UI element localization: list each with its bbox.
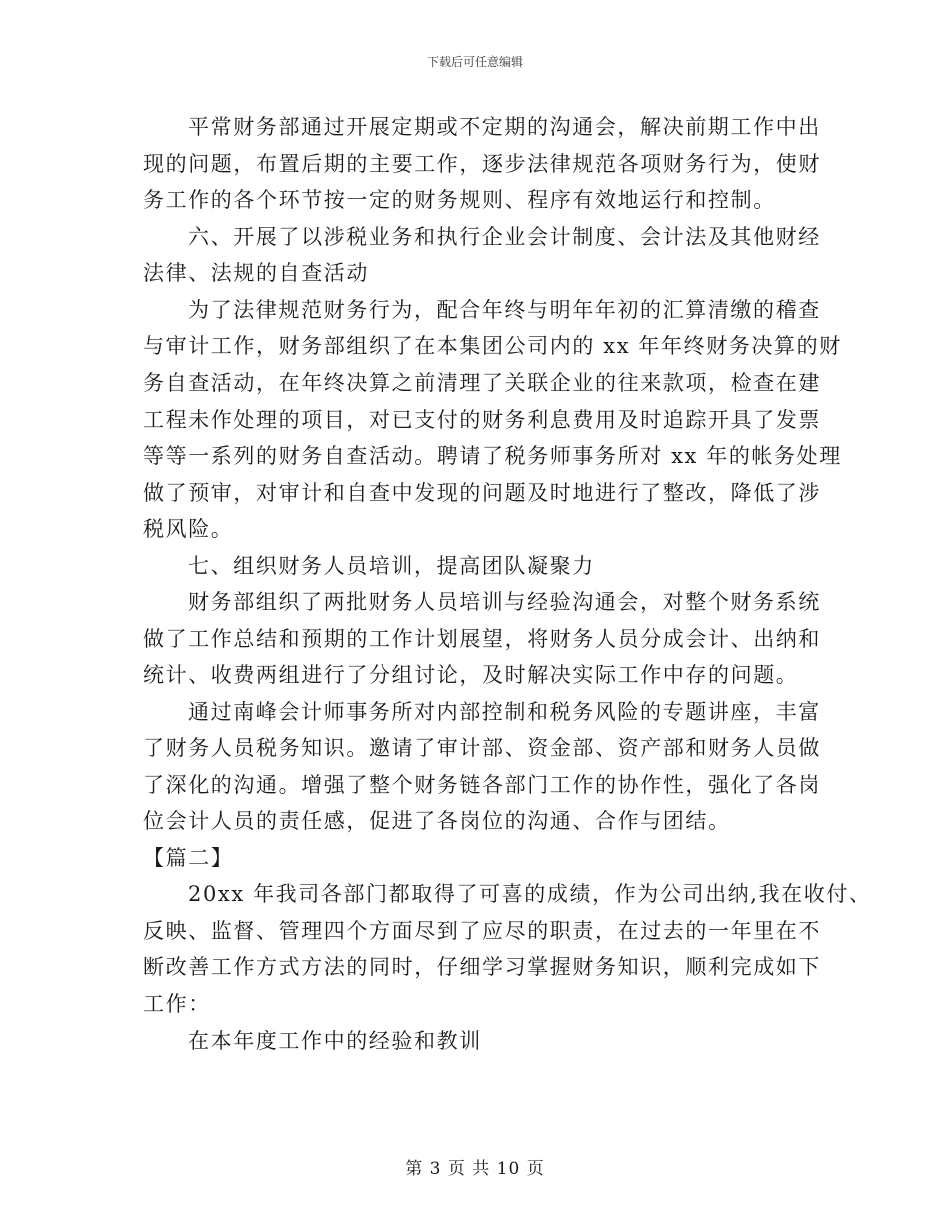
text-line: 了深化的沟通。增强了整个财务链各部门工作的协作性，强化了各岗 — [143, 773, 821, 797]
text-line: 为了法律规范财务行为，配合年终与明年年初的汇算清缴的稽查 — [188, 298, 821, 322]
text-line: 财务部组织了两批财务人员培训与经验沟通会，对整个财务系统 — [188, 590, 821, 614]
text-line: 反映、监督、管理四个方面尽到了应尽的职责，在过去的一年里在不 — [143, 919, 821, 943]
section-heading: 法律、法规的自查活动 — [143, 261, 369, 285]
text-line: 位会计人员的责任感，促进了各岗位的沟通、合作与团结。 — [143, 809, 731, 833]
page-number-footer: 第 3 页 共 10 页 — [405, 1159, 545, 1179]
text-line: 工作： — [143, 992, 211, 1016]
text-line: 税风险。 — [143, 517, 234, 541]
text-line: 做了工作总结和预期的工作计划展望，将财务人员分成会计、出纳和 — [143, 627, 821, 651]
text-line: 20xx 年我司各部门都取得了可喜的成绩，作为公司出纳,我在收付、 — [188, 882, 872, 906]
text-line: 做了预审，对审计和自查中发现的问题及时地进行了整改，降低了涉 — [143, 481, 821, 505]
text-line: 通过南峰会计师事务所对内部控制和税务风险的专题讲座，丰富 — [188, 700, 821, 724]
section-heading: 六、开展了以涉税业务和执行企业会计制度、会计法及其他财经 — [188, 225, 821, 249]
text-line: 断改善工作方式方法的同时，仔细学习掌握财务知识，顺利完成如下 — [143, 955, 821, 979]
header-note: 下载后可任意编辑 — [426, 55, 523, 69]
text-line: 务自查活动，在年终决算之前清理了关联企业的往来款项，检查在建 — [143, 371, 821, 395]
text-line: 与审计工作，财务部组织了在本集团公司内的 xx 年年终财务决算的财 — [143, 334, 842, 358]
text-line: 工程未作处理的项目，对已支付的财务利息费用及时追踪开具了发票 — [143, 408, 821, 432]
text-line: 统计、收费两组进行了分组讨论，及时解决实际工作中存的问题。 — [143, 663, 799, 687]
text-line: 了财务人员税务知识。邀请了审计部、资金部、资产部和财务人员做 — [143, 736, 821, 760]
section-heading: 七、组织财务人员培训，提高团队凝聚力 — [188, 554, 595, 578]
text-line: 在本年度工作中的经验和教训 — [188, 1029, 482, 1053]
text-line: 务工作的各个环节按一定的财务规则、程序有效地运行和控制。 — [143, 188, 776, 212]
part-heading: 【篇二】 — [143, 846, 234, 870]
text-line: 现的问题，布置后期的主要工作，逐步法律规范各项财务行为，使财 — [143, 152, 821, 176]
text-line: 平常财务部通过开展定期或不定期的沟通会，解决前期工作中出 — [188, 115, 821, 139]
text-line: 等等一系列的财务自查活动。聘请了税务师事务所对 xx 年的帐务处理 — [143, 444, 842, 468]
